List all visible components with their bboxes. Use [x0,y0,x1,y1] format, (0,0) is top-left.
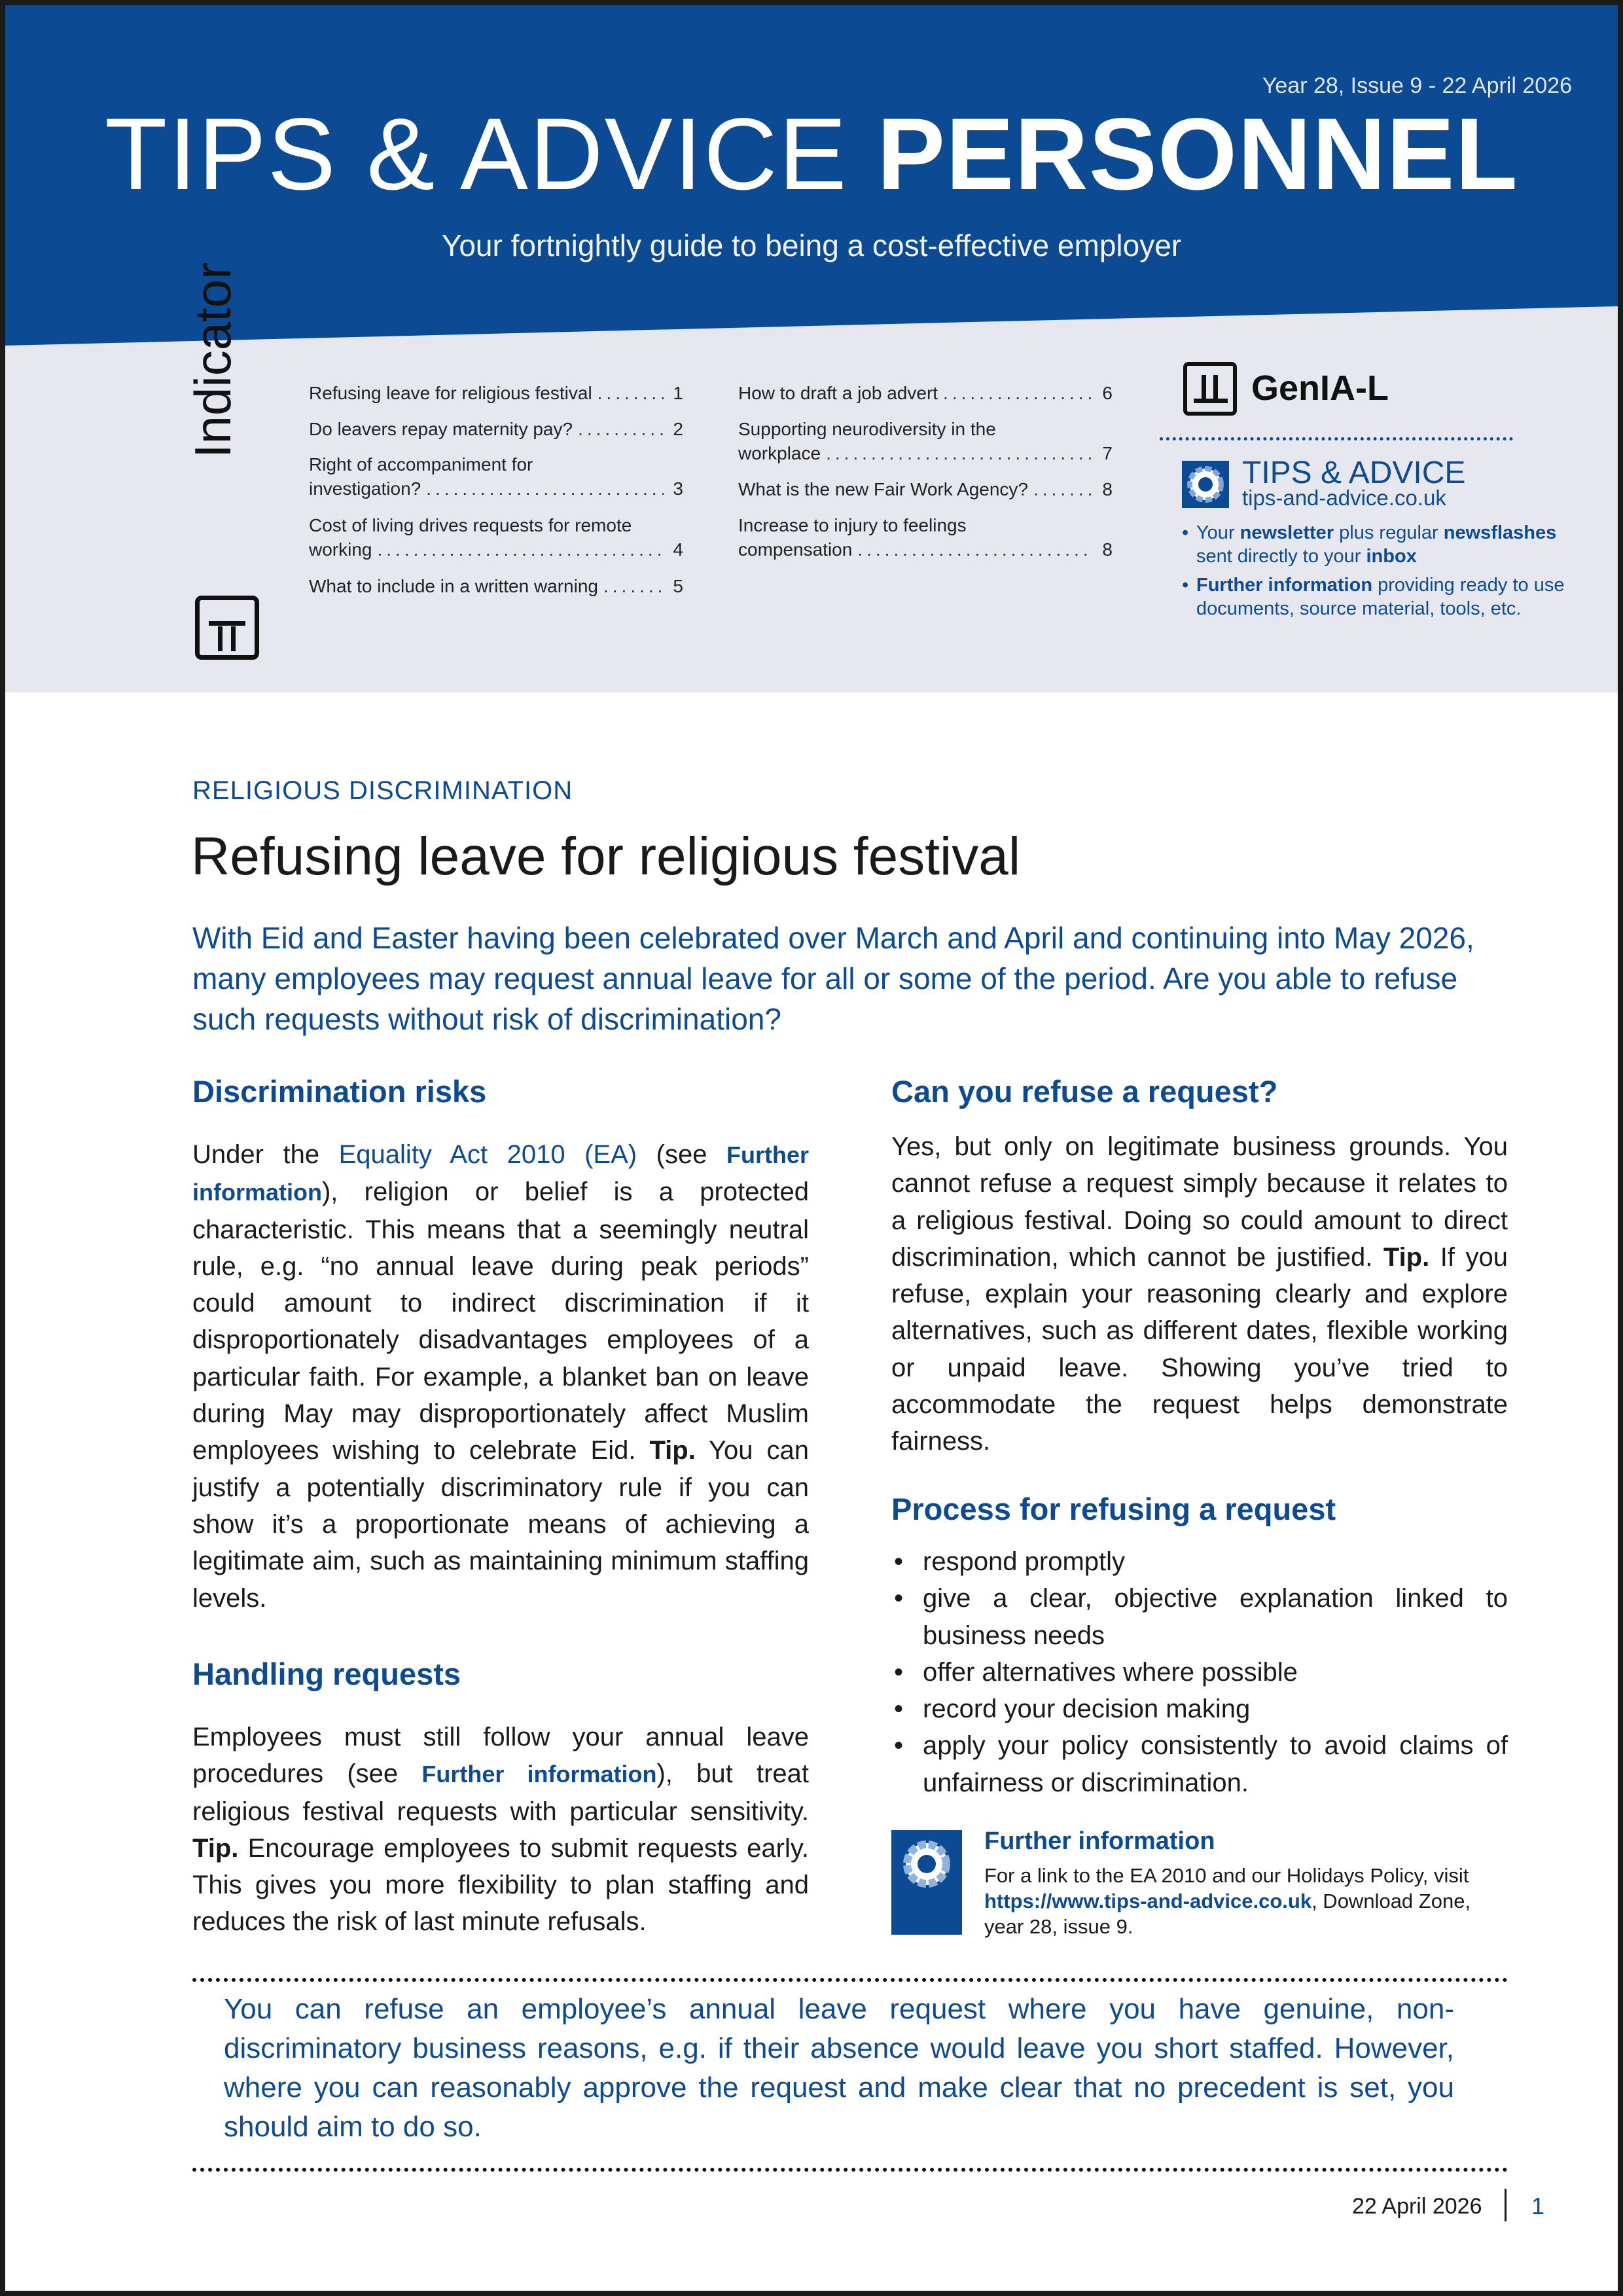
toc-item[interactable]: Increase to injury to feelings compensation ..... 8 [738,513,1113,562]
para-discrimination-risks: Under the Equality Act 2010 (EA) (see Further information), religion or belief is a protected characteristic. This means that a seemingly neutral rule, e.g. “no annual leave during peak periods” could amount to indirect discrimination if it disproportionately disadvantages employees of a particular faith. For example, a blanket ban on leave during May may disproportionately affect Muslim employees wishing to celebrate Eid. Tip. You can justify a potentially discriminatory rule if you can show it’s a proportionate means of achieving a legitimate aim, such as maintaining minimum staffing levels. [192,1140,809,1613]
bullet-item: • respond promptly [891,1543,1508,1580]
masthead-title [5,98,1618,211]
article-title: Refusing leave for religious festival [191,827,1021,886]
footer-date: 22 April 2026 [1352,2194,1482,2219]
heading-discrimination-risks: Discrimination risks [192,1074,487,1109]
indicator-logo-icon [195,596,259,660]
masthead-title-bold: PERSONNEL [877,98,1518,211]
benefit-item: • Your newsletter plus regular newsflashes sent directly to your inbox [1182,521,1588,568]
tips-advice-url[interactable]: tips-and-advice.co.uk [1242,486,1446,510]
tips-advice-benefits [1182,521,1588,626]
masthead-tagline: Your fortnightly guide to being a cost-effective employer [441,228,1182,262]
genial-wordmark: GenIA-L [1251,368,1389,408]
article-standfirst: With Eid and Easter having been celebrated over March and April and continuing into May 2026, many employees may request annual leave for all or some of the period. Are you able to refuse such requests without risk of discrimination? [192,921,1474,1036]
masthead-title-light: TIPS & ADVICE [105,98,848,211]
toc-item[interactable]: Refusing leave for religious festival ..... 1 [309,381,683,405]
toc-item[interactable]: What to include in a written warning ..... 5 [309,574,683,598]
toc-item[interactable]: How to draft a job advert ..... 6 [738,381,1113,405]
summary-divider-top [192,1978,1508,1982]
heading-handling-requests: Handling requests [192,1657,461,1691]
page-number: 1 [1531,2193,1545,2219]
process-bullet-list [891,1543,1508,1801]
indicator-wordmark: Indicator [184,262,241,458]
link-further-information[interactable]: Further information [192,1141,809,1206]
further-information-text: For a link to the EA 2010 and our Holidays Policy, visit https://www.tips-and-advice.co.uk, Download Zone, year 28, issue 9. [984,1864,1471,1938]
issue-line: Year 28, Issue 9 - 22 April 2026 [1262,73,1572,98]
genial-logo-icon [1183,362,1237,416]
bullet-item: • offer alternatives where possible [891,1654,1508,1691]
article-kicker: RELIGIOUS DISCRIMINATION [192,776,573,805]
summary-divider-bottom [192,2168,1508,2172]
promo-divider [1160,437,1513,440]
bullet-item: • apply your policy consistently to avoid claims of unfairness or discrimination. [891,1727,1508,1801]
bullet-item: • record your decision making [891,1691,1508,1727]
further-information-icon [891,1830,962,1935]
toc-item[interactable]: Right of accompaniment for investigation? ..... 3 [309,452,683,501]
toc-item[interactable]: What is the new Fair Work Agency? ..... 8 [738,477,1113,501]
benefit-item: • Further information providing ready to use documents, source material, tools, etc. [1182,573,1588,620]
toc-item[interactable]: Do leavers repay maternity pay? ..... 2 [309,417,683,441]
para-handling-requests: Employees must still follow your annual leave procedures (see Further information), but treat religious festival requests with particular sensitivity. Tip. Encourage employees to submit requests early. This gives you more flexibility to plan staffing and reduces the risk of last minute refusals. [192,1723,809,1937]
toc-item[interactable]: Supporting neurodiversity in the workplace ..... 7 [738,417,1113,465]
para-can-you-refuse: Yes, but only on legitimate business grounds. You cannot refuse a request simply because it relates to a religious festival. Doing so could amount to direct discrimination, which cannot be justified. Tip. If you refuse, explain your reasoning clearly and explore alternatives, such as different dates, flexible working or unpaid leave. Showing you’ve tried to accommodate the request helps demonstrate fairness. [891,1132,1508,1456]
download-link[interactable]: https://www.tips-and-advice.co.uk [984,1890,1312,1912]
heading-can-you-refuse: Can you refuse a request? [891,1074,1278,1109]
tips-advice-logo-icon [1182,461,1229,508]
masthead-area [5,5,1618,346]
link-further-information[interactable]: Further information [421,1761,657,1788]
tips-advice-title: TIPS & ADVICE [1242,456,1466,490]
footer-divider [1505,2189,1507,2221]
article-summary: You can refuse an employee’s annual leave request where you have genuine, non-discriminatory business reasons, e.g. if their absence would leave you short staffed. However, where you can reasonably approve the request and make clear that no precedent is set, you should aim to do so. [224,1993,1454,2143]
toc-item[interactable]: Cost of living drives requests for remote working ..... 4 [309,513,683,562]
further-information-title: Further information [984,1827,1215,1855]
link-equality-act[interactable]: Equality Act 2010 (EA) [338,1140,637,1169]
heading-process-refusing: Process for refusing a request [891,1492,1336,1526]
bullet-item: • give a clear, objective explanation linked to business needs [891,1580,1508,1654]
